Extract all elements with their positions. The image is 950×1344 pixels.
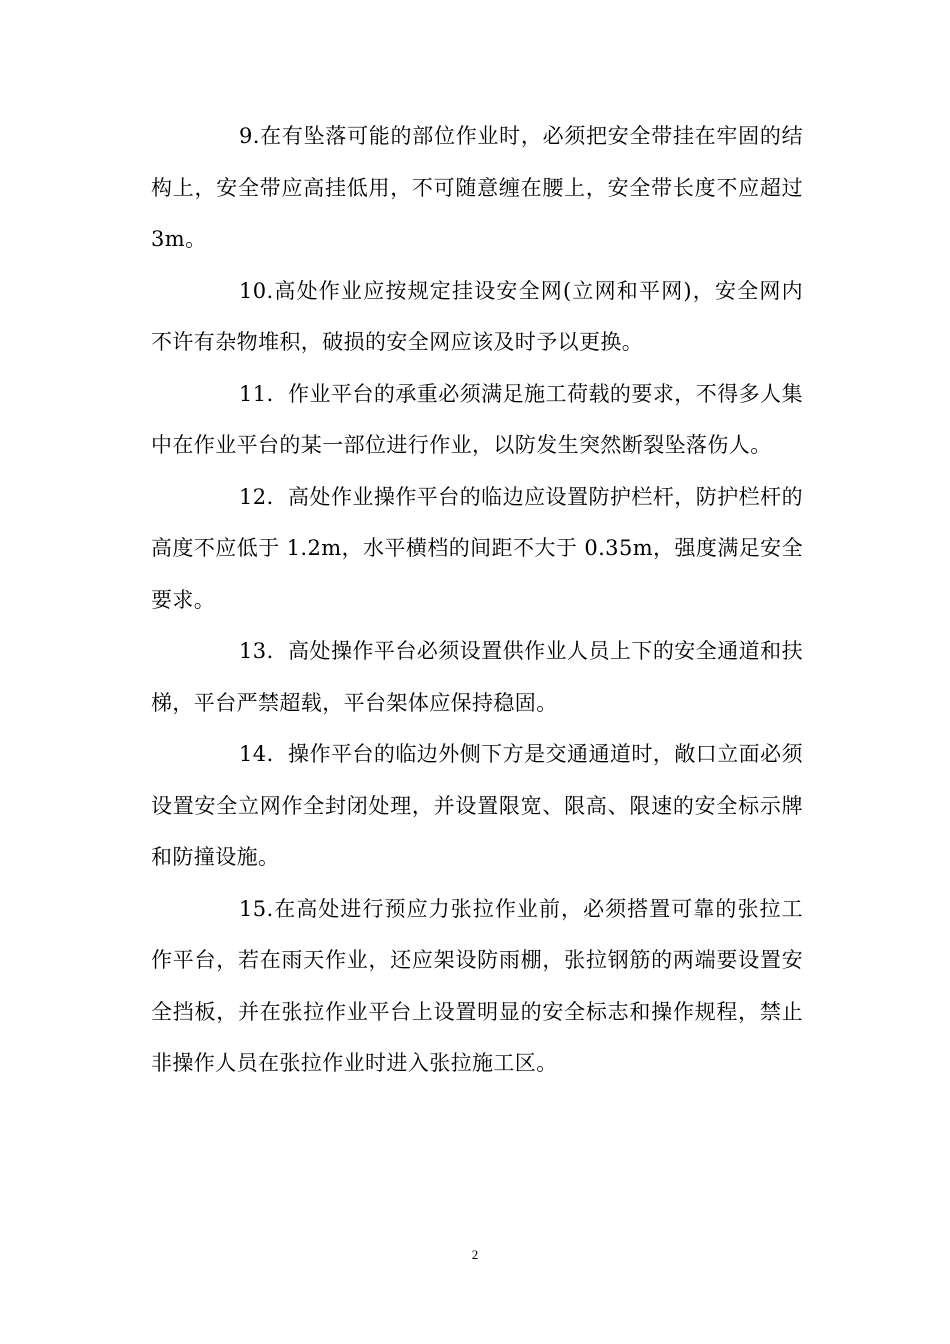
paragraph-item-9: 9.在有坠落可能的部位作业时，必须把安全带挂在牢固的结构上，安全带应高挂低用，不可随意缠在腰上，安全带长度不应超过 3m。 <box>151 124 803 251</box>
paragraph-item-13: 13．高处操作平台必须设置供作业人员上下的安全通道和扶梯，平台严禁超载，平台架体应保持稳固。 <box>151 639 803 715</box>
paragraph-item-15: 15.在高处进行预应力张拉作业前，必须搭置可靠的张拉工作平台，若在雨天作业，还应架设防雨棚，张拉钢筋的两端要设置安全挡板，并在张拉作业平台上设置明显的安全标志和操作规程，禁止非操作人员在张拉作业时进入张拉施工区。 <box>151 896 803 1075</box>
paragraph-item-11: 11．作业平台的承重必须满足施工荷载的要求，不得多人集中在作业平台的某一部位进行作业，以防发生突然断裂坠落伤人。 <box>151 381 803 457</box>
document-body <box>151 111 803 1090</box>
paragraph-item-10: 10.高处作业应按规定挂设安全网(立网和平网)，安全网内不许有杂物堆积，破损的安全网应该及时予以更换。 <box>151 278 803 354</box>
paragraph-item-12: 12．高处作业操作平台的临边应设置防护栏杆，防护栏杆的高度不应低于 1.2m，水平横档的间距不大于 0.35m，强度满足安全要求。 <box>151 484 803 612</box>
paragraph-item-14: 14．操作平台的临边外侧下方是交通通道时，敞口立面必须设置安全立网作全封闭处理，并设置限宽、限高、限速的安全标示牌和防撞设施。 <box>151 742 803 869</box>
page-number: 2 <box>471 1247 479 1262</box>
